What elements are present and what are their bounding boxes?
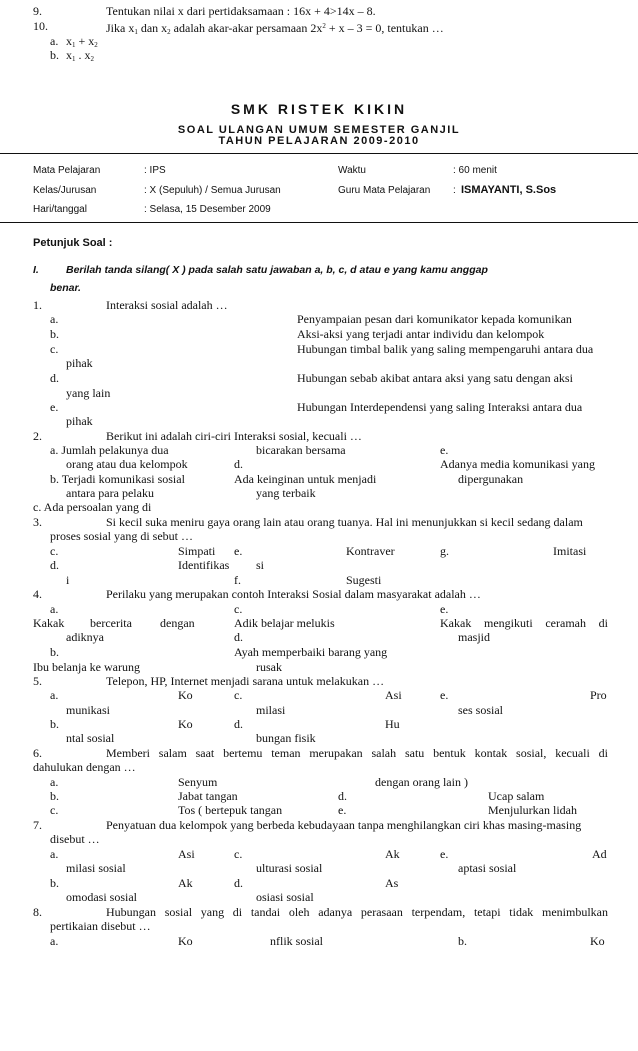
q5-option-c-label: c. [234, 688, 243, 702]
q1-option-e-label: e. [50, 400, 59, 414]
q2-option-e-label: e. [440, 443, 449, 457]
subject-label: Mata Pelajaran [33, 165, 101, 176]
q6-text: Memberi salam saat bertemu teman merupakan salah satu bentuk kontak sosial, kecuali di [106, 746, 608, 760]
q1-option-c-label: c. [50, 342, 59, 356]
q6-option-b-label: b. [50, 789, 59, 803]
q7-option-e-label: e. [440, 847, 449, 861]
q7-option-c-cont: ulturasi sosial [256, 861, 323, 875]
q1-option-c: Hubungan timbal balik yang saling mempengaruhi antara dua [297, 342, 594, 356]
exam-year: TAHUN PELAJARAN 2009-2010 [218, 135, 420, 147]
q7-option-b-cont: omodasi sosial [66, 890, 137, 904]
q5-option-d-label: d. [234, 717, 243, 731]
q2-option-d-cont: yang terbaik [256, 486, 316, 500]
q1-number: 1. [33, 298, 42, 312]
q2-option-e-cont: dipergunakan [458, 472, 524, 486]
q6-option-c-label: c. [50, 803, 59, 817]
q4-option-d-cont: rusak [256, 660, 282, 674]
q4-option-e-label: e. [440, 602, 449, 616]
q3-option-e-cont: si [256, 558, 265, 572]
q4-option-e-cont: masjid [458, 630, 490, 644]
q1-option-d-cont: yang lain [66, 386, 111, 400]
q5-option-e-cont: ses sosial [458, 703, 503, 717]
q5-option-a-label: a. [50, 688, 59, 702]
instructions-line1: Berilah tanda silang( X ) pada salah satu jawaban a, b, c, d atau e yang kamu anggap [66, 264, 488, 276]
q8-text: Hubungan sosial yang di tandai oleh adanya perasaan terpendam, tetapi tidak menimbulkan [106, 905, 608, 919]
q4-option-d: Ayah memperbaiki barang yang [234, 645, 388, 659]
q6-text-cont: dahulukan dengan … [33, 760, 136, 774]
q9-text: Tentukan nilai x dari pertidaksamaan : 16x + 4>14x – 8. [106, 4, 376, 18]
q7-option-e-cont: aptasi sosial [458, 861, 517, 875]
q6-option-c-cont: dengan orang lain ) [375, 775, 468, 789]
q5-option-d: Hu [385, 717, 400, 731]
q7-option-d-cont: osiasi sosial [256, 890, 314, 904]
q3-text-cont: proses sosial yang di sebut … [50, 529, 193, 543]
q3-number: 3. [33, 515, 42, 529]
q3-option-e-label: e. [234, 544, 243, 558]
q8-option-a: Ko [178, 934, 193, 948]
q1-option-e-cont: pihak [66, 414, 93, 428]
q6-option-c: Tos ( bertepuk tangan [178, 803, 283, 817]
q5-option-b-label: b. [50, 717, 59, 731]
q9-number: 9. [33, 4, 42, 18]
q3-text: Si kecil suka meniru gaya orang lain atau orang tuanya. Hal ini menunjukkan si kecil sedang dalam [106, 515, 583, 529]
header-divider-top [0, 153, 638, 154]
q7-option-c: Ak [385, 847, 400, 861]
q10-number: 10. [33, 19, 48, 33]
q2-option-b: b. Terjadi komunikasi sosial [50, 472, 185, 486]
class-value: : X (Sepuluh) / Semua Jurusan [144, 185, 281, 196]
q4-option-c-label: c. [234, 602, 243, 616]
q7-text: Penyatuan dua kelompok yang berbeda kebudayaan tanpa menghilangkan ciri khas masing-masing [106, 818, 582, 832]
q5-option-e-label: e. [440, 688, 449, 702]
q1-option-e: Hubungan Interdependensi yang saling Interaksi antara dua [297, 400, 583, 414]
q5-text: Telepon, HP, Internet menjadi sarana untuk melakukan … [106, 674, 385, 688]
q1-option-a-label: a. [50, 312, 59, 326]
q5-number: 5. [33, 674, 42, 688]
q3-option-e: Kontraver [346, 544, 395, 558]
q7-text-cont: disebut … [50, 832, 100, 846]
q8-option-a-cont: nflik sosial [270, 934, 323, 948]
q7-option-b: Ak [178, 876, 193, 890]
q6-option-e: Menjulurkan lidah [488, 803, 577, 817]
q4-option-c: Adik belajar melukis [234, 616, 335, 630]
q4-option-a-label: a. [50, 602, 59, 616]
school-name: SMK RISTEK KIKIN [230, 101, 408, 117]
q2-option-d: Ada keinginan untuk menjadi [234, 472, 377, 486]
q8-option-b-label: b. [458, 934, 467, 948]
time-value: : 60 menit [453, 165, 497, 176]
q7-option-d-label: d. [234, 876, 243, 890]
q3-option-f-label: f. [234, 573, 241, 587]
teacher-label: Guru Mata Pelajaran [338, 185, 431, 196]
q4-option-b-label: b. [50, 645, 59, 659]
teacher-value: ISMAYANTI, S.Sos [461, 184, 557, 196]
q4-option-a-w2: bercerita [90, 616, 132, 630]
q5-option-d-cont: bungan fisik [256, 731, 316, 745]
q1-text: Interaksi sosial adalah … [106, 298, 228, 312]
q7-option-a: Asi [178, 847, 195, 861]
q8-option-a-label: a. [50, 934, 59, 948]
q1-option-d-label: d. [50, 371, 59, 385]
q10-option-a-label: a. [50, 34, 59, 48]
q5-option-b: Ko [178, 717, 193, 731]
q5-option-e: Pro [590, 688, 607, 702]
q1-option-d: Hubungan sebab akibat antara aksi yang satu dengan aksi [297, 371, 573, 385]
q4-option-a-cont: adiknya [66, 630, 104, 644]
q6-option-a: Senyum [178, 775, 218, 789]
q10-option-a: $x_1 + x_2$ [66, 34, 98, 49]
q4-option-a-w1: Kakak [33, 616, 65, 630]
q6-option-a-label: a. [50, 775, 59, 789]
q5-option-b-cont: ntal sosial [66, 731, 115, 745]
q8-option-b: Ko [590, 934, 605, 948]
q4-option-d-label: d. [234, 630, 243, 644]
time-label: Waktu [338, 165, 366, 176]
q6-number: 6. [33, 746, 42, 760]
class-label: Kelas/Jurusan [33, 185, 97, 196]
q3-option-d: Identifikas [178, 558, 230, 572]
q5-option-a: Ko [178, 688, 193, 702]
q3-option-g-label: g. [440, 544, 449, 558]
q1-option-a: Penyampaian pesan dari komunikator kepada komunikan [297, 312, 572, 326]
instructions-title: Petunjuk Soal : [33, 237, 113, 249]
q3-option-g: Imitasi [553, 544, 587, 558]
q7-option-c-label: c. [234, 847, 243, 861]
q6-option-e-label: e. [338, 803, 347, 817]
q5-option-c-cont: milasi [256, 703, 286, 717]
q1-option-b-label: b. [50, 327, 59, 341]
q8-text-cont: pertikaian disebut … [50, 919, 151, 933]
q3-option-c-label: c. [50, 544, 59, 558]
q10-option-b-label: b. [50, 48, 59, 62]
q6-option-d-label: d. [338, 789, 347, 803]
q3-option-f: Sugesti [346, 573, 382, 587]
q4-text: Perilaku yang merupakan contoh Interaksi Sosial dalam masyarakat adalah … [106, 587, 481, 601]
q7-option-b-label: b. [50, 876, 59, 890]
q2-option-a: a. Jumlah pelakunya dua [50, 443, 169, 457]
q8-number: 8. [33, 905, 42, 919]
date-value: : Selasa, 15 Desember 2009 [144, 204, 271, 215]
q3-option-c: Simpati [178, 544, 216, 558]
header-divider-bottom [0, 222, 638, 223]
q2-option-d-label: d. [234, 457, 243, 471]
subject-value: : IPS [144, 165, 166, 176]
q2-option-e: Adanya media komunikasi yang [440, 457, 595, 471]
q1-option-c-cont: pihak [66, 356, 93, 370]
instructions-line2: benar. [50, 282, 81, 294]
q4-option-e: Kakak mengikuti ceramah di [440, 616, 608, 630]
q2-text: Berikut ini adalah ciri-ciri Interaksi sosial, kecuali … [106, 429, 362, 443]
q2-option-c: c. Ada persoalan yang di [33, 500, 152, 514]
q1-option-b: Aksi-aksi yang terjadi antar individu dan kelompok [297, 327, 545, 341]
q2-number: 2. [33, 429, 42, 443]
q6-option-b: Jabat tangan [178, 789, 238, 803]
q7-option-e: Ad [592, 847, 607, 861]
teacher-colon: : [453, 185, 456, 196]
date-label: Hari/tanggal [33, 204, 87, 215]
q4-number: 4. [33, 587, 42, 601]
q7-option-a-cont: milasi sosial [66, 861, 126, 875]
q2-option-c-cont: bicarakan bersama [256, 443, 346, 457]
q4-option-b: Ibu belanja ke warung [33, 660, 140, 674]
q5-option-c: Asi [385, 688, 402, 702]
q5-option-a-cont: munikasi [66, 703, 110, 717]
q10-option-b: $x_1$ . $x_2$ [66, 48, 94, 63]
q7-option-a-label: a. [50, 847, 59, 861]
q7-option-d: As [385, 876, 399, 890]
q4-option-a-w3: dengan [160, 616, 195, 630]
q6-option-d: Ucap salam [488, 789, 545, 803]
q2-option-b-cont: antara para pelaku [66, 486, 154, 500]
exam-title: SOAL ULANGAN UMUM SEMESTER GANJIL [177, 124, 461, 136]
q3-option-d-label: d. [50, 558, 59, 572]
instructions-roman: I. [33, 264, 39, 276]
q2-option-a-cont: orang atau dua kelompok [66, 457, 188, 471]
q3-option-d-cont: i [66, 573, 70, 587]
q10-text: Jika $x_1$ dan $x_2$ adalah akar-akar persamaan $2x^2 + x - 3 = 0$, tentukan … [106, 21, 444, 36]
q7-number: 7. [33, 818, 42, 832]
